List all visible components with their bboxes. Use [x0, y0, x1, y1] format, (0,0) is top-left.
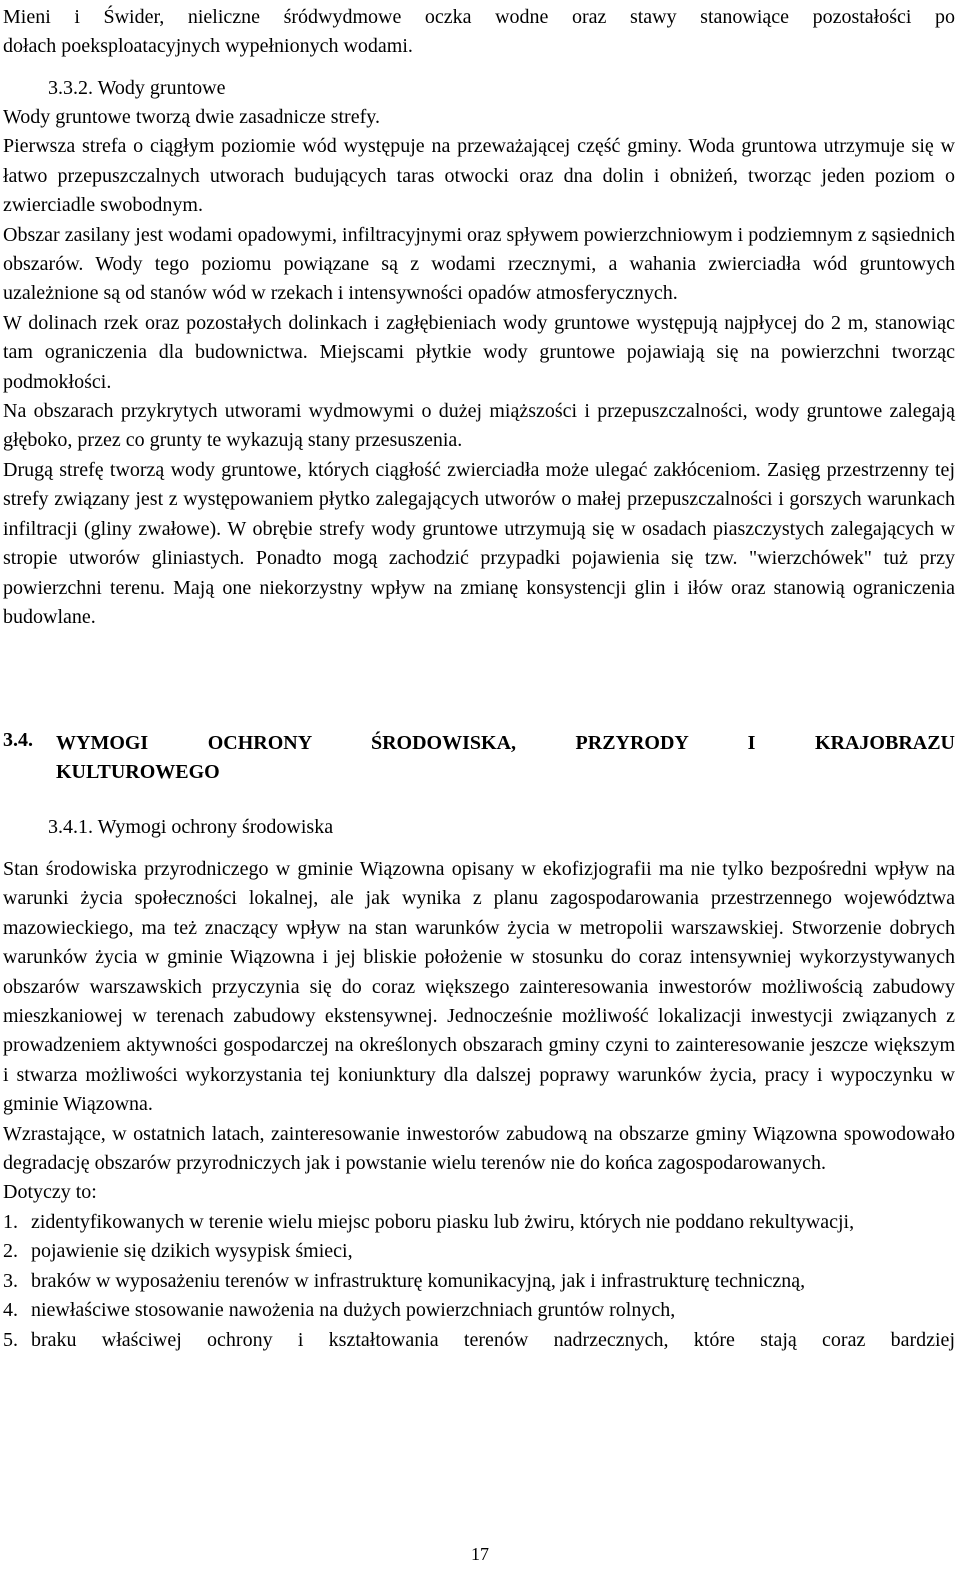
list-item-number: 2. — [3, 1240, 18, 1263]
list-item — [3, 1237, 955, 1266]
intro-line-1: Mieni i Świder, nieliczne śródwydmowe oczka wodne oraz stawy stanowiące pozostałości po — [3, 6, 955, 28]
paragraph: Stan środowiska przyrodniczego w gminie Wiązowna opisany w ekofizjografii ma nie tylko bezpośredni wpływ na warunki życia społeczności lokalnej, ale jak wynika z planu zagospodarowania przestrzennego województwa mazowieckiego, ma też znaczący wpływ na stan warunków życia w metropolii warszawskiej. Stworzenie dobrych warunków życia w gminie Wiązowna i jej bliskie położenie w stosunku do coraz intensywniej wykorzystywanych obszarów warszawskich przyczynia się do coraz większego zainteresowania inwestorów możliwością zabudowy mieszkaniowej w terenach zabudowy ekstensywnej. Jednocześnie możliwość lokalizacji inwestycji związanych z prowadzeniem aktywności gospodarczej na określonych obszarach gminy czyni to zainteresowanie jeszcze większym i stwarza możliwości wykorzystania tej koniunktury dla dalszej poprawy warunków życia, pracy i wypoczynku w gminie Wiązowna. — [3, 858, 955, 1116]
list-item-text: braków w wyposażeniu terenów w infrastrukturę komunikacyjną, jak i infrastrukturę techniczną, — [31, 1269, 806, 1292]
list-item — [3, 1326, 955, 1355]
section-title-line-1: WYMOGI OCHRONY ŚRODOWISKA, PRZYRODY I KRAJOBRAZU — [56, 732, 955, 754]
section-title-line-2: KULTUROWEGO — [56, 761, 220, 784]
intro-paragraph — [3, 3, 955, 62]
paragraph: Na obszarach przykrytych utworami wydmowymi o dużej miąższości i przepuszczalności, wody gruntowe zalegają głęboko, przez co grunty te wykazują stany przesuszenia. — [3, 400, 955, 452]
paragraph: Wzrastające, w ostatnich latach, zainteresowanie inwestorów zabudową na obszarze gminy Wiązowna spowodowało degradację obszarów przyrodniczych jak i powstanie wielu terenów nie do końca zagospodarowanych. — [3, 1122, 955, 1175]
paragraph: Obszar zasilany jest wodami opadowymi, infiltracyjnymi oraz spływem powierzchniowym i podziemnym z sąsiednich obszarów. Wody tego poziomu powiązane są z wodami rzecznymi, a wahania zwierciadła wód gruntowych uzależnione są od stanów wód w rzekach i intensywności opadów atmosferycznych. — [3, 223, 955, 305]
page-number: 17 — [471, 1544, 489, 1564]
paragraph: Wody gruntowe tworzą dwie zasadnicze strefy. — [3, 106, 380, 128]
section-341-body — [3, 855, 955, 1355]
list-item-number: 4. — [3, 1299, 18, 1322]
list-item-text: pojawienie się dzikich wysypisk śmieci, — [31, 1240, 353, 1263]
intro-line-2: dołach poeksploatacyjnych wypełnionych wodami. — [3, 35, 413, 58]
subsection-heading-341: 3.4.1. Wymogi ochrony środowiska — [48, 816, 334, 838]
list-item-number: 5. — [3, 1328, 18, 1351]
subsection-heading-332: 3.3.2. Wody gruntowe — [48, 77, 226, 99]
section-heading-34 — [3, 729, 955, 788]
list-item — [3, 1296, 955, 1325]
list-item-number: 1. — [3, 1210, 18, 1233]
paragraph: W dolinach rzek oraz pozostałych dolinkach i zagłębieniach wody gruntowe występują najpłycej do 2 m, stanowiąc tam ograniczenia dla budownictwa. Miejscami płytkie wody gruntowe pojawiają się na powierzchni tworząc podmokłości. — [3, 311, 955, 393]
section-number: 3.4. — [3, 729, 33, 751]
list-item-text: niewłaściwe stosowanie nawożenia na dużych powierzchniach gruntów rolnych, — [31, 1299, 676, 1322]
list-item-text: zidentyfikowanych w terenie wielu miejsc poboru piasku lub żwiru, których nie poddano rekultywacji, — [31, 1210, 855, 1233]
numbered-list — [3, 1208, 955, 1355]
list-item-text: braku właściwej ochrony i kształtowania terenów nadrzecznych, które stają coraz bardziej — [31, 1328, 955, 1351]
paragraph: Dotyczy to: — [3, 1181, 97, 1204]
list-item — [3, 1267, 955, 1296]
section-332-body — [3, 103, 955, 632]
list-item — [3, 1208, 955, 1237]
list-item-number: 3. — [3, 1269, 18, 1292]
paragraph: Pierwsza strefa o ciągłym poziomie wód występuje na przeważającej część gminy. Woda gruntowa utrzymuje się w łatwo przepuszczalnych utworach budujących taras otwocki oraz dna dolin i obniżeń, tworząc jeden poziom o zwierciadle swobodnym. — [3, 135, 955, 217]
paragraph: Drugą strefę tworzą wody gruntowe, których ciągłość zwierciadła może ulegać zakłóceniom. Zasięg przestrzenny tej strefy związany jest z występowaniem płytko zalegających utworów o małej przepuszczalności i gorszych warunkach infiltracji (gliny zwałowe). W obrębie strefy wody gruntowe utrzymują się w osadach piaszczystych zalegających w stropie utworów gliniastych. Ponadto mogą zachodzić przypadki pojawienia się tzw. "wierzchówek" tuż przy powierzchni terenu. Mają one niekorzystny wpływ na zmianę konsystencji glin i iłów oraz stanowią ograniczenia budowlane. — [3, 458, 955, 628]
